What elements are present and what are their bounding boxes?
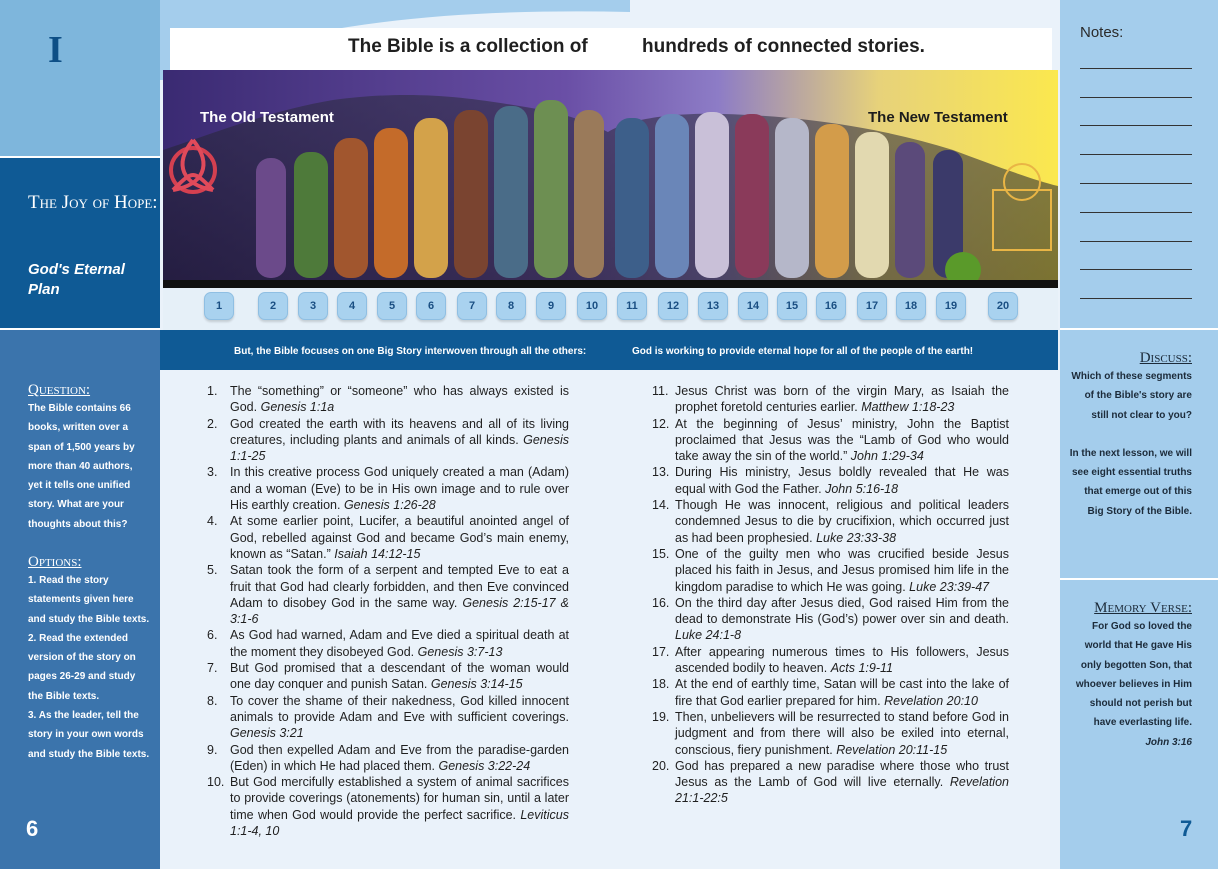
story-item	[207, 774, 569, 839]
story-number: 5.	[207, 563, 218, 578]
bible-timeline-banner	[163, 70, 1058, 288]
option-item: 3. As the leader, tell the story in your own words and study the Bible texts.	[28, 710, 150, 760]
story-number: 17.	[652, 644, 670, 659]
story-item	[207, 562, 569, 627]
scripture-ref: Genesis 1:26-28	[343, 498, 436, 513]
note-line	[1080, 298, 1192, 299]
story-number-badge: 19	[936, 292, 966, 320]
chapter-mark: I	[48, 29, 63, 71]
page-number-left: 6	[26, 816, 39, 841]
scripture-ref: Revelation 21:1-22:5	[675, 775, 1009, 806]
story-number-badge: 6	[416, 292, 446, 320]
note-line	[1080, 97, 1192, 98]
story-item	[652, 464, 1009, 497]
headline-left: The Bible is a collection of	[348, 36, 588, 57]
story-number: 7.	[207, 661, 218, 676]
scripture-ref: Isaiah 14:12-15	[334, 546, 421, 561]
story-number-badge: 3	[298, 292, 328, 320]
story-text: The “something” or “someone” who has always existed is God.	[230, 384, 569, 415]
story-item	[207, 383, 569, 416]
story-item	[652, 497, 1009, 546]
story-number-badge: 5	[377, 292, 407, 320]
story-text: Satan took the form of a serpent and tempted Eve to eat a fruit that God had clearly forbidden, and then Eve convinced Adam to disobey God in the same way.	[230, 563, 569, 610]
story-text: As God had warned, Adam and Eve died a spiritual death at the moment they disobeyed God.	[230, 628, 569, 659]
story-item	[652, 758, 1009, 807]
story-text: Though He was innocent, religious and political leaders condemned Jesus to die by crucifixion, which occurred just as had been prophesied.	[675, 498, 1009, 545]
story-number-badge: 7	[457, 292, 487, 320]
options-heading: Options:	[28, 554, 82, 570]
story-number: 2.	[207, 416, 218, 431]
option-item: 1. Read the story statements given here and study the Bible texts.	[28, 575, 150, 625]
divider	[0, 328, 165, 330]
story-number-badge: 16	[816, 292, 846, 320]
story-item	[652, 676, 1009, 709]
story-item	[207, 513, 569, 562]
memory-verse-section	[1068, 600, 1192, 752]
story-text: To cover the shame of their nakedness, God killed innocent animals to provide Adam and Eve with sufficient coverings.	[230, 693, 569, 724]
scripture-ref: Luke 24:1-8	[675, 628, 742, 643]
story-text: At some earlier point, Lucifer, a beautiful anointed angel of God, rebelled against God and became God’s main enemy, known as “Satan.”	[230, 514, 569, 561]
scripture-ref: Genesis 3:21	[230, 726, 304, 741]
story-number: 19.	[652, 709, 670, 724]
story-text: Jesus Christ was born of the virgin Mary, as Isaiah the prophet foretold centuries earlier.	[675, 384, 1009, 415]
story-number: 6.	[207, 628, 218, 643]
scripture-ref: Luke 23:39-47	[909, 579, 990, 594]
story-number-badge: 11	[617, 292, 647, 320]
discuss-heading: Discuss:	[1139, 350, 1192, 366]
memory-verse-ref: John 3:16	[1145, 736, 1192, 748]
story-number-badge: 2	[258, 292, 288, 320]
story-text: After appearing numerous times to His followers, Jesus ascended bodily to heaven.	[675, 644, 1009, 676]
left-header-panel	[0, 0, 175, 158]
note-line	[1080, 68, 1192, 69]
headline-right: hundreds of connected stories.	[642, 36, 925, 57]
story-text: At the beginning of Jesus’ ministry, John the Baptist proclaimed that Jesus was the “Lamb of God who would take away the sin of the world.”	[675, 416, 1009, 464]
story-text: But God mercifully established a system of animal sacrifices to provide coverings (atonements) for human sin, until a later time when God would provide the perfect sacrifice.	[230, 775, 569, 822]
story-text: But God promised that a descendant of the woman would one day conquer and punish Satan.	[230, 661, 569, 692]
story-number: 12.	[652, 416, 670, 431]
lesson-title: The Joy of Hope:	[28, 192, 158, 213]
story-list-11-20	[652, 383, 1009, 807]
scripture-ref: Genesis 3:7-13	[417, 644, 503, 659]
timeline-illustration	[163, 70, 1058, 288]
story-number: 15.	[652, 546, 670, 561]
question-heading: Question:	[28, 382, 91, 398]
story-text: At the end of earthly time, Satan will be cast into the lake of fire that God earlier prepared for him.	[675, 677, 1009, 708]
story-number-badge: 18	[896, 292, 926, 320]
story-number-badge: 15	[777, 292, 807, 320]
story-item	[652, 595, 1009, 644]
story-item	[652, 709, 1009, 758]
story-number: 3.	[207, 465, 218, 480]
memory-verse-heading: Memory Verse:	[1094, 600, 1192, 616]
story-number: 16.	[652, 595, 670, 610]
story-item	[652, 416, 1009, 465]
memory-verse-text: For God so loved the world that He gave His only begotten Son, that whoever believes in Him should not perish but have everlasting life.	[1075, 621, 1192, 729]
theme-bar-left-text: But, the Bible focuses on one Big Story interwoven through all the others:	[234, 346, 587, 357]
scripture-ref: John 5:16-18	[825, 481, 899, 496]
scripture-ref: John 1:29-34	[850, 449, 924, 464]
theme-bar-right-text: God is working to provide eternal hope for all of the people of the earth!	[632, 346, 974, 357]
scripture-ref: Genesis 2:15-17 & 3:1-6	[230, 595, 569, 627]
story-number-badge: 1	[204, 292, 234, 320]
story-item	[652, 546, 1009, 595]
note-line	[1080, 212, 1192, 213]
story-item	[207, 627, 569, 660]
story-number-badge: 20	[988, 292, 1018, 320]
story-number-badge: 13	[698, 292, 728, 320]
story-item	[207, 693, 569, 742]
story-number-badge: 9	[536, 292, 566, 320]
story-number-badge: 17	[857, 292, 887, 320]
story-text: In this creative process God uniquely created a man (Adam) and a woman (Eve) to be in His own image and to rule over His earthly creation.	[230, 465, 569, 513]
divider	[1058, 578, 1218, 580]
discuss-text: Which of these segments of the Bible's story are still not clear to you?	[1071, 371, 1192, 421]
story-number: 11.	[652, 384, 669, 398]
story-item	[207, 660, 569, 693]
story-number: 10.	[207, 775, 225, 790]
scripture-ref: Revelation 20:10	[884, 693, 978, 708]
story-number: 9.	[207, 742, 218, 757]
story-number-badge: 14	[738, 292, 768, 320]
story-number-badge: 10	[577, 292, 607, 320]
question-text: The Bible contains 66 books, written over a span of 1,500 years by more than 40 authors, yet it tells one unified story. What are your thoughts about this?	[28, 403, 135, 530]
story-list-1-10	[207, 383, 569, 839]
divider	[0, 156, 165, 158]
scripture-ref: Acts 1:9-11	[830, 661, 893, 676]
story-item	[652, 383, 1009, 416]
scripture-ref: Genesis 1:1a	[260, 400, 335, 415]
story-number-badge: 8	[496, 292, 526, 320]
scripture-ref: Genesis 3:22-24	[438, 758, 531, 773]
page-number-right: 7	[1180, 816, 1193, 841]
note-line	[1080, 154, 1192, 155]
discuss-section	[1066, 350, 1192, 521]
story-text: During His ministry, Jesus boldly revealed that He was equal with God the Father.	[675, 465, 1009, 496]
scripture-ref: Revelation 20:11-15	[836, 742, 948, 757]
story-number: 20.	[652, 758, 670, 773]
story-number: 13.	[652, 465, 670, 480]
lesson-title-band	[0, 158, 165, 328]
old-testament-label: The Old Testament	[200, 109, 334, 126]
question-section	[28, 382, 146, 534]
scripture-ref: Genesis 1:1-25	[230, 432, 569, 464]
note-line	[1080, 125, 1192, 126]
note-line	[1080, 183, 1192, 184]
story-item	[207, 416, 569, 465]
story-number: 8.	[207, 693, 218, 708]
divider	[1058, 328, 1218, 330]
story-text: God has prepared a new paradise where those who trust Jesus as the Lamb of God will live eternally.	[675, 758, 1009, 790]
story-text: One of the guilty men who was crucified beside Jesus placed his faith in Jesus, and Jesus promised him life in the kingdom paradise to which He was going.	[675, 546, 1009, 594]
story-number-badge: 12	[658, 292, 688, 320]
story-number: 14.	[652, 498, 670, 513]
scripture-ref: Genesis 3:14-15	[430, 677, 523, 692]
option-item: 2. Read the extended version of the story on pages 26-29 and study the Bible texts.	[28, 632, 136, 702]
notes-label: Notes:	[1080, 24, 1124, 41]
story-number: 1.	[207, 384, 218, 398]
story-number: 4.	[207, 514, 218, 529]
story-item	[652, 644, 1009, 677]
story-number: 18.	[652, 677, 670, 692]
lesson-subtitle: God's Eternal Plan	[28, 261, 125, 298]
new-testament-label: The New Testament	[868, 109, 1008, 126]
scripture-ref: Luke 23:33-38	[816, 530, 897, 545]
story-number-badge: 4	[337, 292, 367, 320]
story-text: God then expelled Adam and Eve from the paradise-garden (Eden) in which He had placed them.	[230, 742, 569, 773]
story-item	[207, 464, 569, 513]
note-line	[1080, 241, 1192, 242]
story-item	[207, 742, 569, 775]
scripture-ref: Leviticus 1:1-4, 10	[230, 807, 569, 839]
story-text: On the third day after Jesus died, God raised Him from the dead to demonstrate His (God’s) power over sin and death.	[675, 595, 1009, 627]
story-number-row	[163, 288, 1058, 330]
options-section	[28, 554, 150, 764]
note-line	[1080, 269, 1192, 270]
scripture-ref: Matthew 1:18-23	[861, 400, 955, 415]
discuss-text-next: In the next lesson, we will see eight essential truths that emerge out of this Big Story of the Bible.	[1069, 447, 1192, 517]
story-text: God created the earth with its heavens and all of its living creatures, including plants and animals of all kinds.	[230, 416, 569, 447]
story-text: Then, unbelievers will be resurrected to stand before God in judgment and from there will also be exiled into eternal, conscious, fiery punishment.	[675, 709, 1009, 757]
